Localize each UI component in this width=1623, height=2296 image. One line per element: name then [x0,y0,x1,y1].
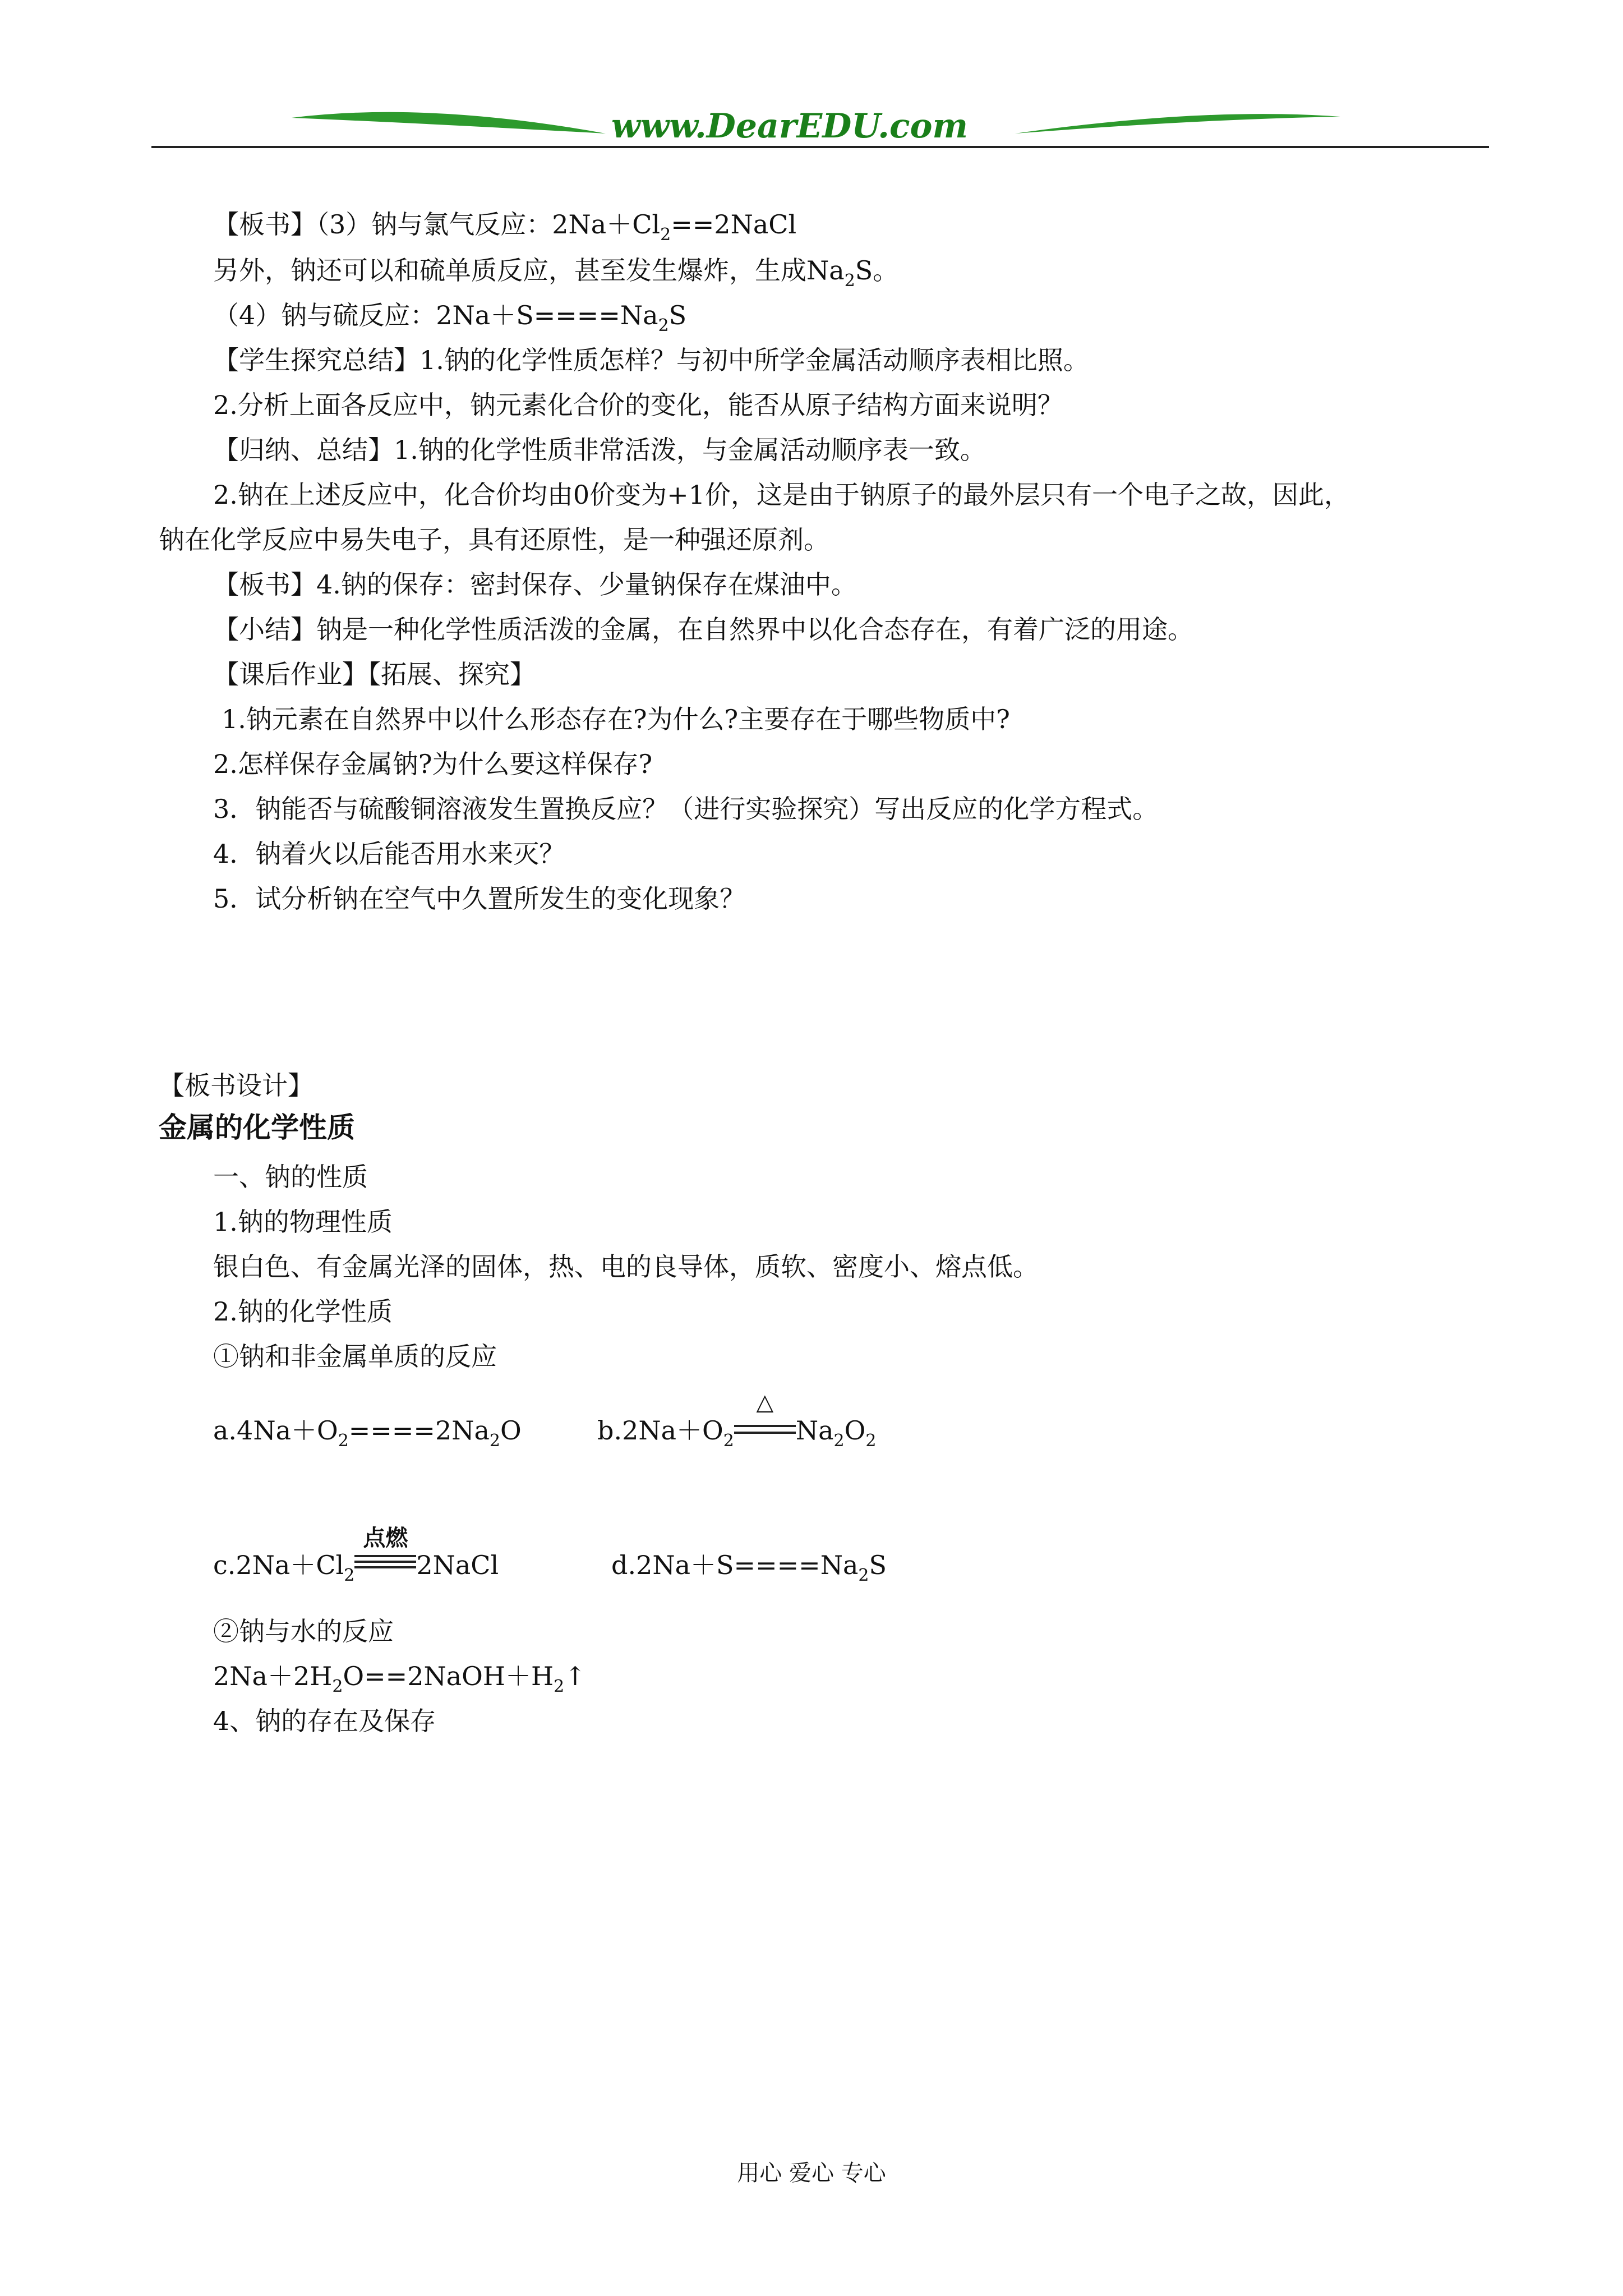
text-line: 钠在化学反应中易失电子，具有还原性，是一种强还原剂。 [159,524,829,555]
header-banner [0,84,1623,168]
water-equation: $2Na+2H_2O==2NaOH+H_2↑$ [213,1661,586,1696]
board-item: 1.钠的物理性质 [213,1207,393,1237]
text-line: 【板书】（3）钠与氯气反应：$2Na+Cl_2==2NaCl$ [213,209,797,245]
text-line: 2.钠在上述反应中，化合价均由0价变为+1价，这是由于钠原子的最外层只有一个电子之故，因此， [213,480,1350,510]
board-item: 2.钠的化学性质 [213,1296,393,1327]
board-design-label: 【板书设计】 [159,1070,313,1101]
text-line: 4．钠着火以后能否用水来灭？ [213,839,565,869]
text-line: 【小结】钠是一种化学性质活泼的金属，在自然界中以化合态存在，有着广泛的用途。 [213,614,1193,645]
heat-icon: △ [756,1389,774,1415]
text-line: 【板书】4.钠的保存：密封保存、少量钠保存在煤油中。 [213,569,857,600]
board-item: 银白色、有金属光泽的固体，热、电的良导体，质软、密度小、熔点低。 [213,1251,1039,1282]
text-line: 1.钠元素在自然界中以什么形态存在?为什么?主要存在于哪些物质中? [222,704,1010,734]
text-line: 3．钠能否与硫酸铜溶液发生置换反应？（进行实验探究）写出反应的化学方程式。 [213,794,1159,824]
ignition-label: 点燃 [363,1525,408,1551]
text-line: 【课后作业】【拓展、探究】 [213,659,536,689]
board-item: ①钠和非金属单质的反应 [213,1341,497,1372]
equation-a: $a.4Na+O_2====2Na_2O$ [213,1415,522,1451]
text-line: 【归纳、总结】1.钠的化学性质非常活泼，与金属活动顺序表一致。 [213,435,986,465]
text-line: 2.分析上面各反应中，钠元素化合价的变化，能否从原子结构方面来说明？ [213,390,1063,420]
equation-c: $c.2Na+Cl_2$ 点燃 2NaCl [213,1548,499,1586]
board-item: 一、钠的性质 [213,1162,368,1192]
text-line: （4）钠与硫反应：$2Na+S====Na_2S$ [213,300,687,335]
text-line: 【学生探究总结】1.钠的化学性质怎样？与初中所学金属活动顺序表相比照。 [213,345,1089,375]
page-footer: 用心 爱心 专心 [737,2160,886,2186]
water-reaction-label: ②钠与水的反应 [213,1616,394,1646]
text-line: 另外，钠还可以和硫单质反应，甚至发生爆炸，生成$Na_2S$。 [213,255,899,291]
equation-d: $d.2Na+S====Na_2S$ [611,1550,887,1585]
storage-heading: 4、钠的存在及保存 [213,1706,436,1736]
board-title: 金属的化学性质 [159,1111,355,1144]
text-line: 2.怎样保存金属钠?为什么要这样保存? [213,749,653,779]
heat-condition-equals [734,1389,796,1447]
equation-b: $b.2Na+O_2$ △ $Na_2O_2$ [597,1414,876,1451]
logo-text: www.DearEDU.com [611,107,969,146]
ignition-condition-equals [354,1525,416,1582]
text-line: 5．试分析钠在空气中久置所发生的变化现象？ [213,884,746,914]
